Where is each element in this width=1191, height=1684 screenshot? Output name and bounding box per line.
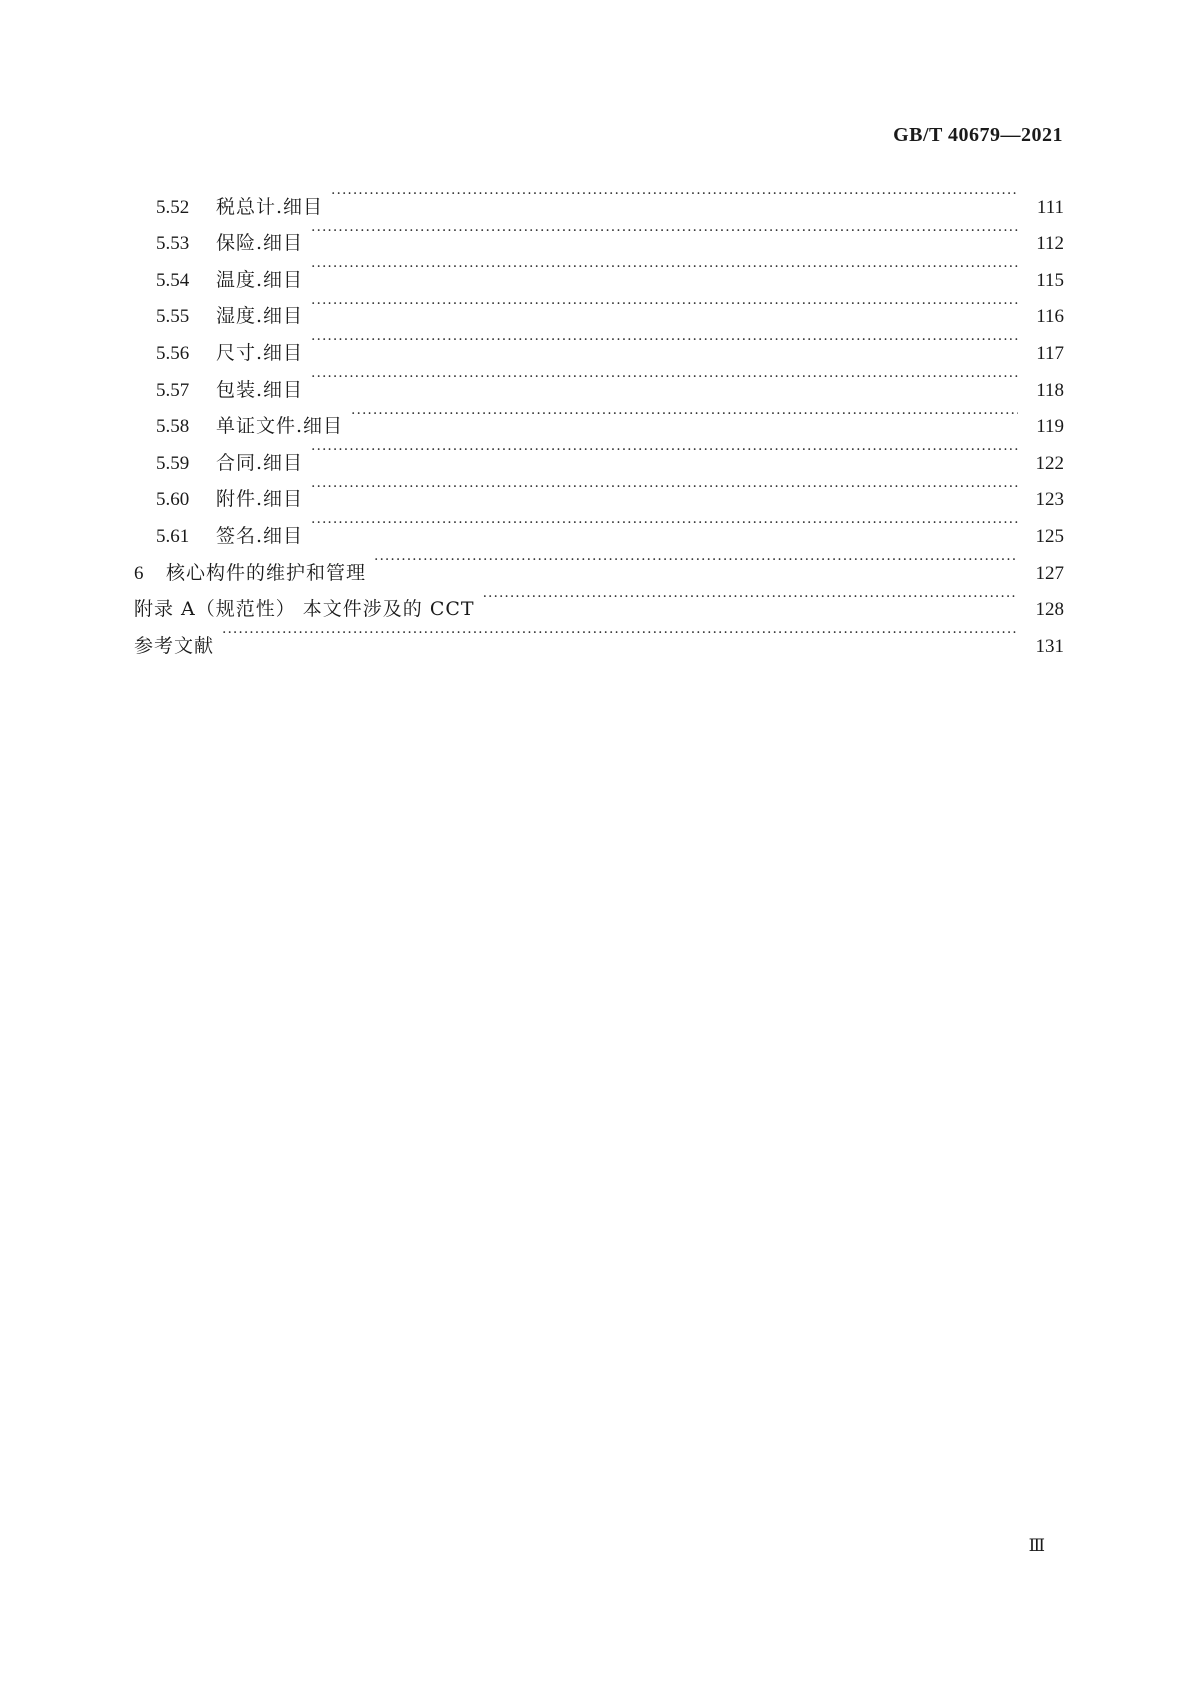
toc-entry-page: 127 [1035, 562, 1064, 584]
toc-entry-references[interactable] [134, 615, 1064, 657]
dot-leader [311, 286, 1018, 323]
standard-number-header: GB/T 40679—2021 [893, 124, 1063, 146]
toc-entry-title: 附录 A（规范性） 本文件涉及的 CCT [134, 598, 475, 621]
toc-entry-5-52[interactable] [134, 176, 1064, 218]
dot-leader [311, 213, 1018, 250]
toc-entry-page: 123 [1035, 489, 1064, 511]
toc-entry-title: 参考文献 [134, 634, 215, 657]
toc-entry-title: 单证文件.细目 [216, 415, 344, 438]
toc-entry-number: 6 [134, 562, 144, 584]
dot-leader [311, 322, 1018, 359]
toc-entry-page: 115 [1036, 269, 1064, 291]
dot-leader [483, 579, 1018, 616]
toc-entry-title: 湿度.细目 [216, 305, 304, 328]
toc-entry-number: 5.59 [156, 452, 190, 474]
toc-entry-page: 116 [1036, 306, 1064, 328]
table-of-contents [134, 176, 1064, 657]
toc-entry-page: 119 [1036, 416, 1064, 438]
toc-entry-title: 合同.细目 [216, 451, 304, 474]
toc-entry-number: 5.60 [156, 489, 190, 511]
toc-entry-number: 5.54 [156, 269, 190, 291]
dot-leader [222, 615, 1018, 652]
toc-entry-number: 5.58 [156, 416, 190, 438]
toc-entry-number: 5.61 [156, 525, 190, 547]
toc-entry-title: 尺寸.细目 [216, 341, 304, 364]
toc-entry-number: 5.57 [156, 379, 190, 401]
dot-leader [374, 542, 1018, 579]
dot-leader [331, 176, 1018, 213]
dot-leader [351, 396, 1018, 433]
toc-entry-number: 5.55 [156, 306, 190, 328]
toc-entry-page: 117 [1036, 342, 1064, 364]
toc-entry-title: 签名.细目 [216, 524, 304, 547]
toc-entry-page: 131 [1035, 635, 1064, 657]
toc-entry-title: 保险.细目 [216, 232, 304, 255]
dot-leader [311, 249, 1018, 286]
toc-entry-title: 温度.细目 [216, 268, 304, 291]
toc-entry-page: 125 [1035, 525, 1064, 547]
toc-entry-title: 核心构件的维护和管理 [166, 561, 367, 584]
toc-entry-page: 111 [1036, 196, 1064, 218]
page-number: Ⅲ [1028, 1536, 1045, 1555]
toc-entry-page: 122 [1035, 452, 1064, 474]
toc-entry-page: 118 [1036, 379, 1064, 401]
dot-leader [311, 432, 1018, 469]
toc-entry-page: 128 [1035, 599, 1064, 621]
dot-leader [311, 359, 1018, 396]
toc-entry-title: 税总计.细目 [216, 195, 324, 218]
dot-leader [311, 505, 1018, 542]
toc-entry-page: 112 [1036, 233, 1064, 255]
toc-entry-number: 5.52 [156, 196, 190, 218]
toc-entry-title: 附件.细目 [216, 488, 304, 511]
toc-entry-number: 5.53 [156, 233, 190, 255]
toc-entry-title: 包装.细目 [216, 378, 304, 401]
dot-leader [311, 469, 1018, 506]
toc-entry-number: 5.56 [156, 342, 190, 364]
